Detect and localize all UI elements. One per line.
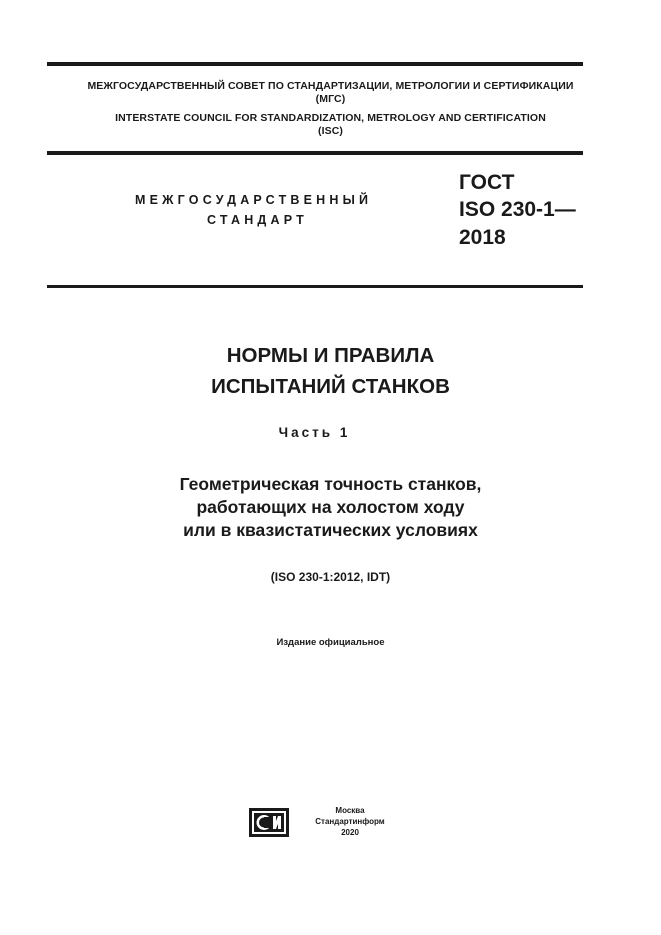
subtitle-line1: Геометрическая точность станков,: [179, 474, 482, 494]
council-en-name: INTERSTATE COUNCIL FOR STANDARDIZATION, METROLOGY AND CERTIFICATION: [115, 112, 546, 124]
publisher-year: 2020: [341, 828, 359, 837]
publisher-name: Стандартинформ: [315, 817, 385, 826]
standard-type-line2: СТАНДАРТ: [207, 213, 308, 227]
edition-label: Издание официальное: [276, 637, 385, 648]
part-label: Часть 1: [278, 425, 351, 440]
publisher-city: Москва: [335, 806, 365, 815]
council-en-abbr: (ISC): [318, 125, 343, 137]
top-rule: [47, 62, 583, 66]
council-ru-name: МЕЖГОСУДАРСТВЕННЫЙ СОВЕТ ПО СТАНДАРТИЗАЦИИ, МЕТРОЛОГИИ И СЕРТИФИКАЦИИ: [87, 80, 574, 92]
publisher-logo-icon: [249, 808, 289, 837]
subtitle-line2: работающих на холостом ходу: [196, 497, 465, 517]
title-line2: ИСПЫТАНИЙ СТАНКОВ: [211, 375, 450, 398]
subtitle-line3: или в квазистатических условиях: [183, 520, 478, 540]
designation-rule: [47, 285, 583, 288]
iso-reference: (ISO 230-1:2012, IDT): [270, 570, 391, 584]
title-line1: НОРМЫ И ПРАВИЛА: [226, 344, 435, 367]
standard-type-line1: МЕЖГОСУДАРСТВЕННЫЙ: [135, 193, 373, 207]
gost-label: ГОСТ: [459, 171, 515, 194]
council-ru-abbr: (МГС): [315, 93, 346, 105]
gost-year: 2018: [459, 226, 506, 249]
gost-number: ISO 230-1—: [459, 198, 576, 221]
header-rule: [47, 151, 583, 155]
